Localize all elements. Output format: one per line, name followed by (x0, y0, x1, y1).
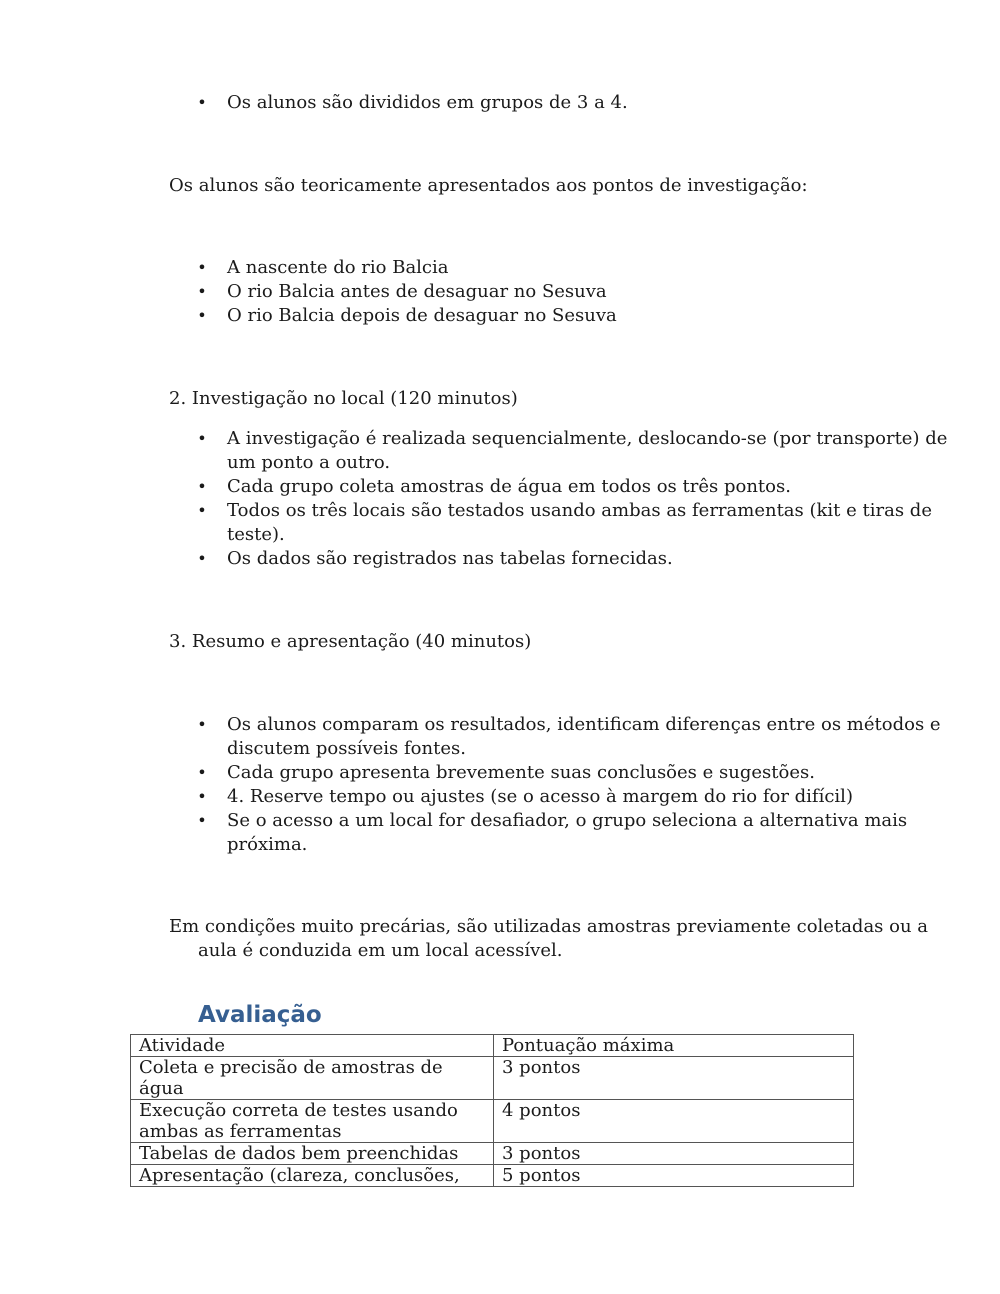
bullet-icon: • (197, 763, 207, 782)
table-cell: Tabelas de dados bem preenchidas (131, 1143, 494, 1165)
list-item: • Os dados são registrados nas tabelas fornecidas. (197, 548, 673, 569)
list-item: • Se o acesso a um local for desafiador, o grupo seleciona a alternativa mais próxima. (197, 810, 908, 855)
bullet-icon: • (197, 501, 207, 520)
table-cell: 5 pontos (494, 1165, 854, 1187)
bullet-icon: • (197, 93, 207, 112)
bullet-icon: • (197, 282, 207, 301)
list-item: • Os alunos comparam os resultados, identificam diferenças entre os métodos e discutem possíveis fontes. (197, 714, 941, 759)
table-header-row (131, 1035, 854, 1057)
list-item: • Todos os três locais são testados usando ambas as ferramentas (kit e tiras de teste). (197, 500, 932, 545)
section2-list (0, 427, 1000, 571)
bullet-icon: • (197, 258, 207, 277)
table-cell: Execução correta de testes usando ambas as ferramentas (131, 1100, 494, 1143)
list-item: • 4. Reserve tempo ou ajustes (se o acesso à margem do rio for difícil) (197, 786, 853, 807)
list-item: • Os alunos são divididos em grupos de 3 a 4. (197, 92, 628, 113)
list-item: • A investigação é realizada sequencialmente, deslocando-se (por transporte) de um ponto a outro. (197, 428, 948, 473)
bullet-icon: • (197, 429, 207, 448)
bullet-icon: • (197, 549, 207, 568)
table-row (131, 1100, 854, 1143)
table-row (131, 1143, 854, 1165)
intro-paragraph: Os alunos são teoricamente apresentados aos pontos de investigação: (169, 175, 808, 196)
list-item: • Cada grupo apresenta brevemente suas conclusões e sugestões. (197, 762, 815, 783)
section2-title: 2. Investigação no local (120 minutos) (169, 388, 518, 409)
table-cell: 4 pontos (494, 1100, 854, 1143)
bullet-icon: • (197, 787, 207, 806)
table-cell: Apresentação (clareza, conclusões, (131, 1165, 494, 1187)
list-item: • A nascente do rio Balcia (197, 257, 449, 278)
list-item: • O rio Balcia antes de desaguar no Sesuva (197, 281, 607, 302)
bullet-icon: • (197, 715, 207, 734)
list-item: • Cada grupo coleta amostras de água em todos os três pontos. (197, 476, 791, 497)
fallback-line-2: aula é conduzida em um local acessível. (198, 940, 563, 961)
intro-list (0, 91, 1000, 115)
section3-title: 3. Resumo e apresentação (40 minutos) (169, 631, 532, 652)
list-item: • O rio Balcia depois de desaguar no Sesuva (197, 305, 617, 326)
bullet-icon: • (197, 477, 207, 496)
table-row (131, 1057, 854, 1100)
table-header-cell: Atividade (131, 1035, 494, 1057)
table-row (131, 1165, 854, 1187)
table-cell: 3 pontos (494, 1057, 854, 1100)
table-header-cell: Pontuação máxima (494, 1035, 854, 1057)
bullet-icon: • (197, 811, 207, 830)
points-list (0, 256, 1000, 328)
fallback-line-1: Em condições muito precárias, são utilizadas amostras previamente coletadas ou a (169, 916, 929, 937)
evaluation-table (130, 1034, 854, 1187)
evaluation-heading: Avaliação (198, 1002, 322, 1028)
section3-list (0, 713, 1000, 857)
table-cell: 3 pontos (494, 1143, 854, 1165)
bullet-icon: • (197, 306, 207, 325)
table-cell: Coleta e precisão de amostras de água (131, 1057, 494, 1100)
